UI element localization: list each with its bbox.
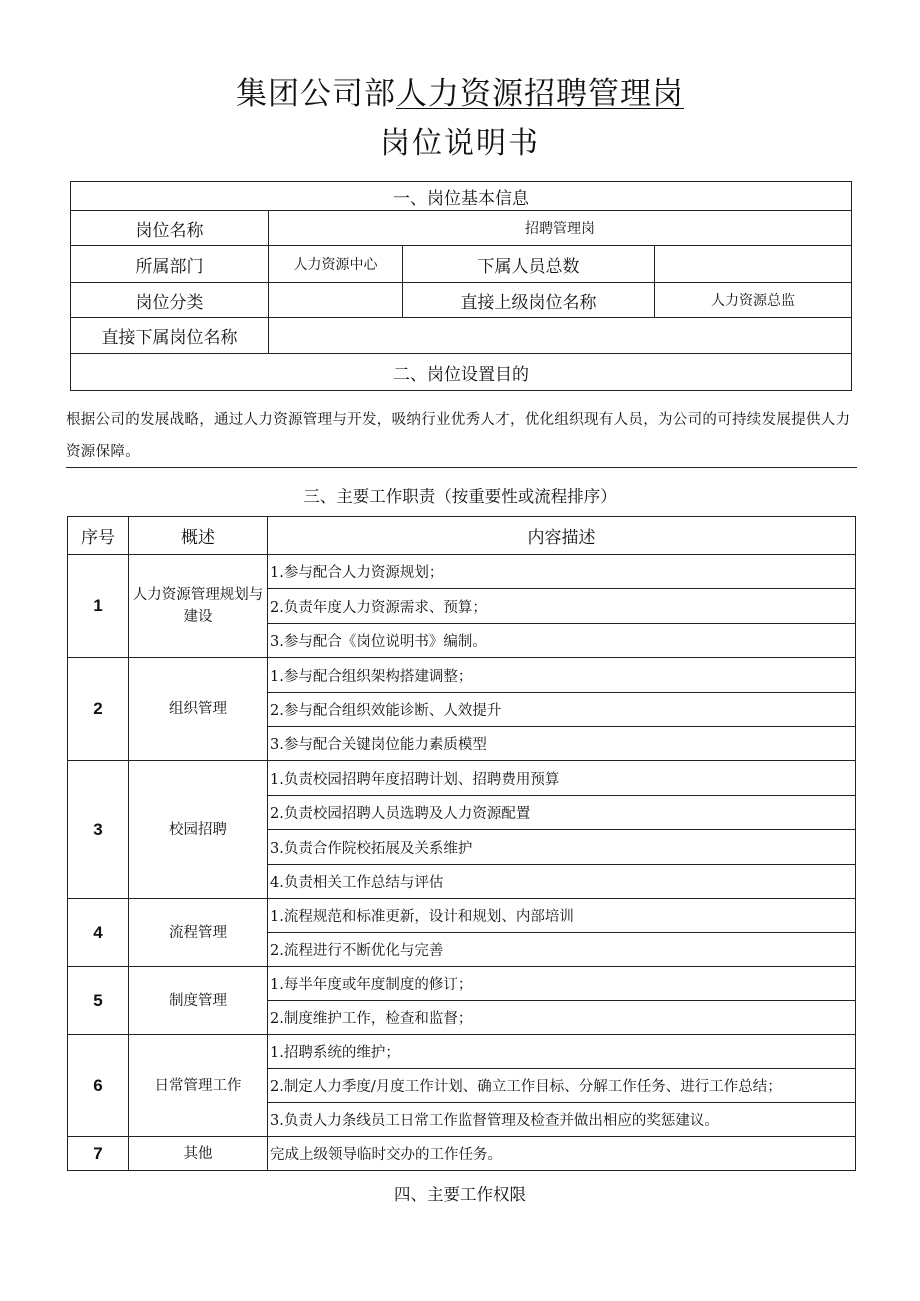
duty-description: 完成上级领导临时交办的工作任务。 [268,1137,856,1171]
duty-description: 2.参与配合组织效能诊断、人效提升 [268,693,856,727]
duty-description: 3.参与配合关键岗位能力素质模型 [268,727,856,761]
duty-number: 3 [68,761,129,899]
duty-number: 4 [68,899,129,967]
duty-overview: 人力资源管理规划与建设 [129,555,268,658]
title-position: 人力资源招聘管理岗 [396,76,684,112]
duty-description: 1.参与配合人力资源规划； [268,555,856,589]
document-subtitle: 岗位说明书 [380,126,540,161]
duty-overview: 校园招聘 [129,761,268,899]
superior-label: 直接上级岗位名称 [403,283,655,318]
duties-table [67,516,856,1171]
purpose-text: 根据公司的发展战略，通过人力资源管理与开发，吸纳行业优秀人才，优化组织现有人员，为公司的可持续发展提供人力资源保障。 [66,412,851,460]
header-overview: 概述 [129,517,268,555]
duty-number: 2 [68,658,129,761]
duty-description: 1.每半年度或年度制度的修订； [268,967,856,1001]
duty-description: 4.负责相关工作总结与评估 [268,865,856,899]
duty-description: 1.负责校园招聘年度招聘计划、招聘费用预算 [268,761,856,796]
duty-description: 2.负责年度人力资源需求、预算； [268,589,856,624]
duty-description: 2.流程进行不断优化与完善 [268,933,856,967]
document-title [0,72,920,116]
header-description: 内容描述 [268,517,856,555]
table-row [68,658,856,693]
duties-section-title: 三、主要工作职责（按重要性或流程排序） [303,487,617,506]
department-label: 所属部门 [71,246,269,283]
duty-number: 6 [68,1035,129,1137]
direct-subordinate-value [269,318,852,354]
basic-info-section-title: 一、岗位基本信息 [71,182,852,211]
duty-overview: 制度管理 [129,967,268,1035]
duty-overview: 其他 [129,1137,268,1171]
duty-description: 2.制定人力季度/月度工作计划、确立工作目标、分解工作任务、进行工作总结； [268,1069,856,1103]
table-row [68,1137,856,1171]
duty-description: 2.制度维护工作，检查和监督； [268,1001,856,1035]
header-no: 序号 [68,517,129,555]
title-prefix: 集团公司部 [236,76,396,112]
table-row [68,967,856,1001]
duty-number: 1 [68,555,129,658]
position-name-value: 招聘管理岗 [269,211,852,246]
duty-overview: 组织管理 [129,658,268,761]
department-value: 人力资源中心 [269,246,403,283]
basic-info-table [70,181,852,391]
table-row [68,555,856,589]
duty-overview: 日常管理工作 [129,1035,268,1137]
divider [66,467,857,468]
duty-description: 3.参与配合《岗位说明书》编制。 [268,624,856,658]
table-row [68,761,856,796]
subordinates-count-value [655,246,852,283]
duty-description: 3.负责合作院校拓展及关系维护 [268,830,856,865]
authority-section-title: 四、主要工作权限 [394,1185,526,1204]
superior-value: 人力资源总监 [655,283,852,318]
category-value [269,283,403,318]
table-row [68,899,856,933]
duty-description: 3.负责人力条线员工日常工作监督管理及检查并做出相应的奖惩建议。 [268,1103,856,1137]
position-name-label: 岗位名称 [71,211,269,246]
duty-number: 5 [68,967,129,1035]
direct-subordinate-label: 直接下属岗位名称 [71,318,269,354]
table-row [68,1035,856,1069]
duty-description: 1.流程规范和标准更新，设计和规划、内部培训 [268,899,856,933]
duty-number: 7 [68,1137,129,1171]
duty-description: 2.负责校园招聘人员选聘及人力资源配置 [268,796,856,830]
duty-description: 1.招聘系统的维护； [268,1035,856,1069]
category-label: 岗位分类 [71,283,269,318]
duty-overview: 流程管理 [129,899,268,967]
purpose-section-title: 二、岗位设置目的 [71,354,852,391]
subordinates-count-label: 下属人员总数 [403,246,655,283]
duty-description: 1.参与配合组织架构搭建调整； [268,658,856,693]
